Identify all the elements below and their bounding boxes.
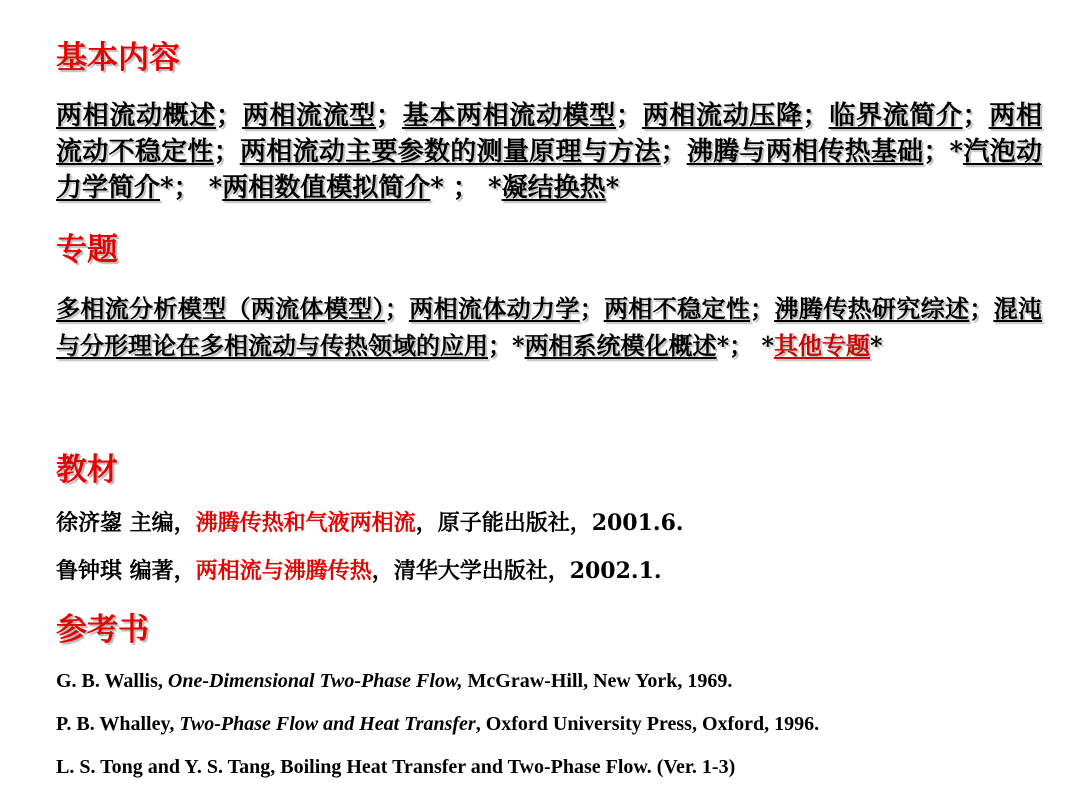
- separator: ；: [384, 294, 409, 323]
- reference-publisher: , Oxford University Press, Oxford, 1996.: [475, 713, 820, 735]
- separator: ；: [488, 331, 512, 360]
- link-multiphase-models[interactable]: 多相流分析模型（两流体模型）: [56, 294, 385, 323]
- link-bubble-dynamics[interactable]: 汽泡动力学简介: [56, 137, 1042, 203]
- link-overview[interactable]: 两相流动概述: [56, 101, 216, 131]
- link-critical-flow[interactable]: 临界流简介: [828, 101, 963, 131]
- link-basic-models[interactable]: 基本两相流动模型: [402, 101, 616, 131]
- link-fluid-dynamics[interactable]: 两相流体动力学: [408, 294, 580, 323]
- textbook-title: 两相流与沸腾传热: [195, 558, 372, 584]
- link-chaos-fractal[interactable]: 混沌与分形理论在多相流动与传热领域的应用: [56, 294, 1043, 360]
- separator: *； *: [716, 331, 775, 360]
- separator: ；: [615, 101, 642, 131]
- textbook-title: 沸腾传热和气液两相流: [195, 510, 416, 536]
- separator: ；: [923, 137, 950, 167]
- separator: ；: [579, 294, 604, 323]
- reference-entry: [56, 668, 732, 694]
- asterisk: *: [512, 331, 525, 360]
- link-instability[interactable]: 两相流动不稳定性: [56, 101, 1042, 167]
- link-boiling-heat-transfer[interactable]: 沸腾与两相传热基础: [686, 137, 924, 167]
- textbook-publisher: ，原子能出版社，2001.6.: [415, 510, 684, 536]
- reference-author: L. S. Tong and Y. S. Tang,: [56, 756, 281, 778]
- separator: ；: [962, 101, 989, 131]
- separator: ；: [660, 137, 687, 167]
- textbook-publisher: ，清华大学出版社，2002.1.: [371, 558, 662, 584]
- basic-content-paragraph: [56, 98, 1042, 206]
- asterisk: *: [949, 137, 964, 167]
- reference-entry: [56, 754, 735, 780]
- separator: * ； *: [430, 173, 502, 203]
- reference-publisher: Boiling Heat Transfer and Two-Phase Flow. (Ver. 1-3): [280, 756, 736, 778]
- reference-entry: [56, 711, 819, 737]
- asterisk: *: [870, 331, 883, 360]
- link-system-modeling[interactable]: 两相系统模化概述: [524, 331, 717, 360]
- link-measurement[interactable]: 两相流动主要参数的测量原理与方法: [239, 137, 661, 167]
- heading-basic-content: 基本内容: [56, 40, 180, 76]
- textbook-author: 徐济鋆 主编，: [56, 510, 196, 536]
- reference-author: P. B. Whalley,: [56, 713, 180, 735]
- textbook-entry: [56, 556, 662, 586]
- asterisk: *: [605, 173, 620, 203]
- link-condensation[interactable]: 凝结换热: [501, 173, 606, 203]
- separator: *； *: [160, 173, 223, 203]
- heading-references: 参考书: [56, 612, 149, 648]
- link-other-topics[interactable]: 其他专题: [774, 331, 871, 360]
- link-pressure-drop[interactable]: 两相流动压降: [641, 101, 803, 131]
- textbook-entry: [56, 508, 684, 538]
- separator: ；: [969, 294, 994, 323]
- separator: ；: [750, 294, 775, 323]
- special-topics-paragraph: [56, 290, 1042, 364]
- reference-title: Two-Phase Flow and Heat Transfer: [179, 713, 476, 735]
- heading-textbooks: 教材: [56, 452, 118, 488]
- separator: ；: [213, 137, 240, 167]
- link-flow-patterns[interactable]: 两相流流型: [242, 101, 376, 131]
- link-boiling-review[interactable]: 沸腾传热研究综述: [774, 294, 970, 323]
- heading-special-topics: 专题: [56, 232, 118, 268]
- reference-publisher: McGraw-Hill, New York, 1969.: [462, 670, 733, 692]
- separator: ；: [802, 101, 829, 131]
- reference-author: G. B. Wallis,: [56, 670, 168, 692]
- textbook-author: 鲁钟琪 编著，: [56, 558, 196, 584]
- reference-title: One-Dimensional Two-Phase Flow,: [167, 670, 463, 692]
- separator: ；: [375, 101, 402, 131]
- separator: ；: [215, 101, 242, 131]
- link-numerical-simulation[interactable]: 两相数值模拟简介: [222, 173, 431, 203]
- link-two-phase-instability[interactable]: 两相不稳定性: [603, 294, 751, 323]
